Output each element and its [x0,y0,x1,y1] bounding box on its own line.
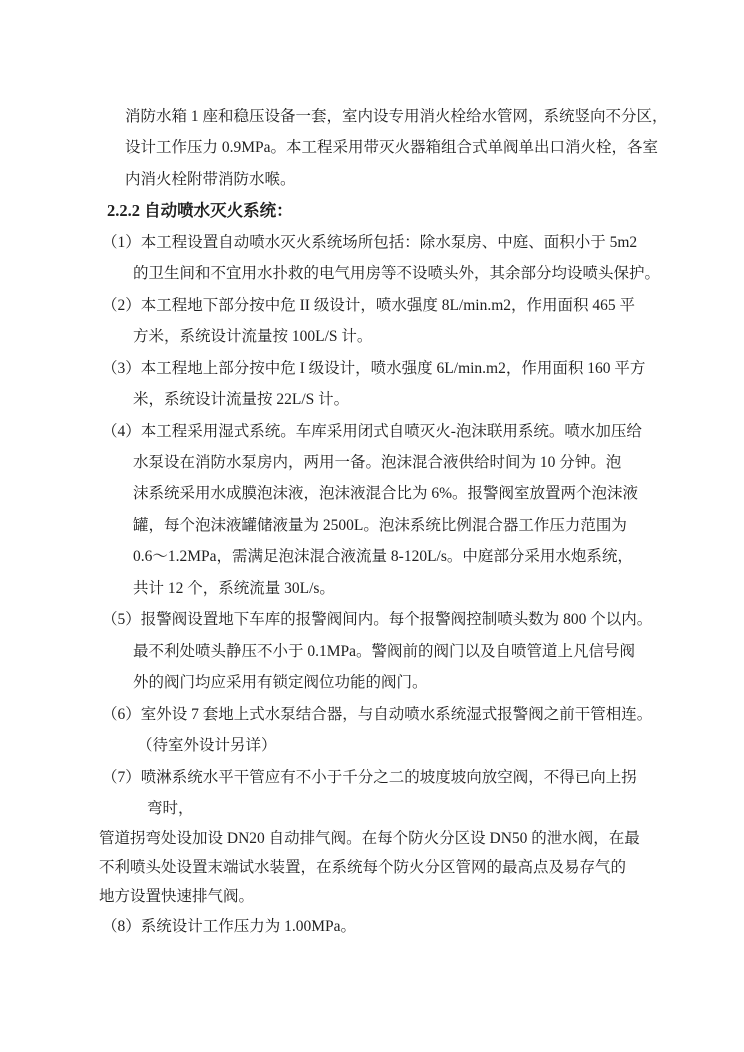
list-item-line: （6）室外设 7 套地上式水泵结合器，与自动喷水系统湿式报警阀之前干管相连。 [102,705,653,723]
list-item-continuation-line: 水泵设在消防水泵房内，两用一备。泡沫混合液供给时间为 10 分钟。泡 [133,453,622,471]
list-item-continuation-line: 外的阀门均应采用有锁定阀位功能的阀门。 [133,674,428,692]
list-item-line: （7）喷淋系统水平干管应有不小于千分之二的坡度坡向放空阀，不得已向上拐 [102,768,637,786]
paragraph-line: 不利喷头处设置末端试水装置，在系统每个防火分区管网的最高点及易存气的 [99,859,627,877]
list-item-continuation-line: 0.6～1.2MPa，需满足泡沫混合液流量 8-120L/s。中庭部分采用水炮系统， [133,548,633,566]
list-item-continuation-line: 米，系统设计流量按 22L/S 计。 [133,391,350,409]
list-item-subnote-line: （待室外设计另详） [137,737,277,755]
list-item-continuation-line: 弯时， [147,799,194,817]
list-item-continuation-line: 沫系统采用水成膜泡沫液，泡沫液混合比为 6%。报警阀室放置两个泡沫液 [133,485,639,503]
list-item-line: （4）本工程采用湿式系统。车库采用闭式自喷灭火-泡沫联用系统。喷水加压给 [102,422,642,440]
list-item-continuation-line: 罐，每个泡沫液罐储液量为 2500L。泡沫系统比例混合器工作压力范围为 [133,516,627,534]
paragraph-line: 地方设置快速排气阀。 [99,888,255,906]
list-item-line: （1）本工程设置自动喷水灭火系统场所包括：除水泵房、中庭、面积小于 5m2 [102,233,638,251]
list-item-continuation-line: 方米，系统设计流量按 100L/S 计。 [133,328,373,346]
list-item-continuation-line: 共计 12 个，系统流量 30L/s。 [133,579,335,597]
list-item-line: （5）报警阀设置地下车库的报警阀间内。每个报警阀控制喷头数为 800 个以内。 [102,611,653,629]
paragraph-line: 消防水箱 1 座和稳压设备一套，室内设专用消火栓给水管网，系统竖向不分区， [125,108,668,125]
paragraph-line: 内消火栓附带消防水喉。 [125,170,296,188]
section-heading: 2.2.2 自动喷水灭火系统： [107,201,293,221]
list-item-continuation-line: 最不利处喷头静压不小于 0.1MPa。警阀前的阀门以及自喷管道上凡信号阀 [133,642,636,660]
list-item-line: （2）本工程地下部分按中危 II 级设计，喷水强度 8L/min.m2，作用面积 465 平 [102,296,636,314]
list-item-line: （8）系统设计工作压力为 1.00MPa。 [102,918,357,936]
paragraph-line: 管道拐弯处设加设 DN20 自动排气阀。在每个防火分区设 DN50 的泄水阀，在最 [99,830,640,848]
list-item-continuation-line: 的卫生间和不宜用水扑救的电气用房等不设喷头外，其余部分均设喷头保护。 [133,265,661,283]
list-item-line: （3）本工程地上部分按中危 I 级设计，喷水强度 6L/min.m2，作用面积 160 平方 [102,359,646,377]
paragraph-line: 设计工作压力 0.9MPa。本工程采用带灭火器箱组合式单阀单出口消火栓，各室 [125,139,659,157]
